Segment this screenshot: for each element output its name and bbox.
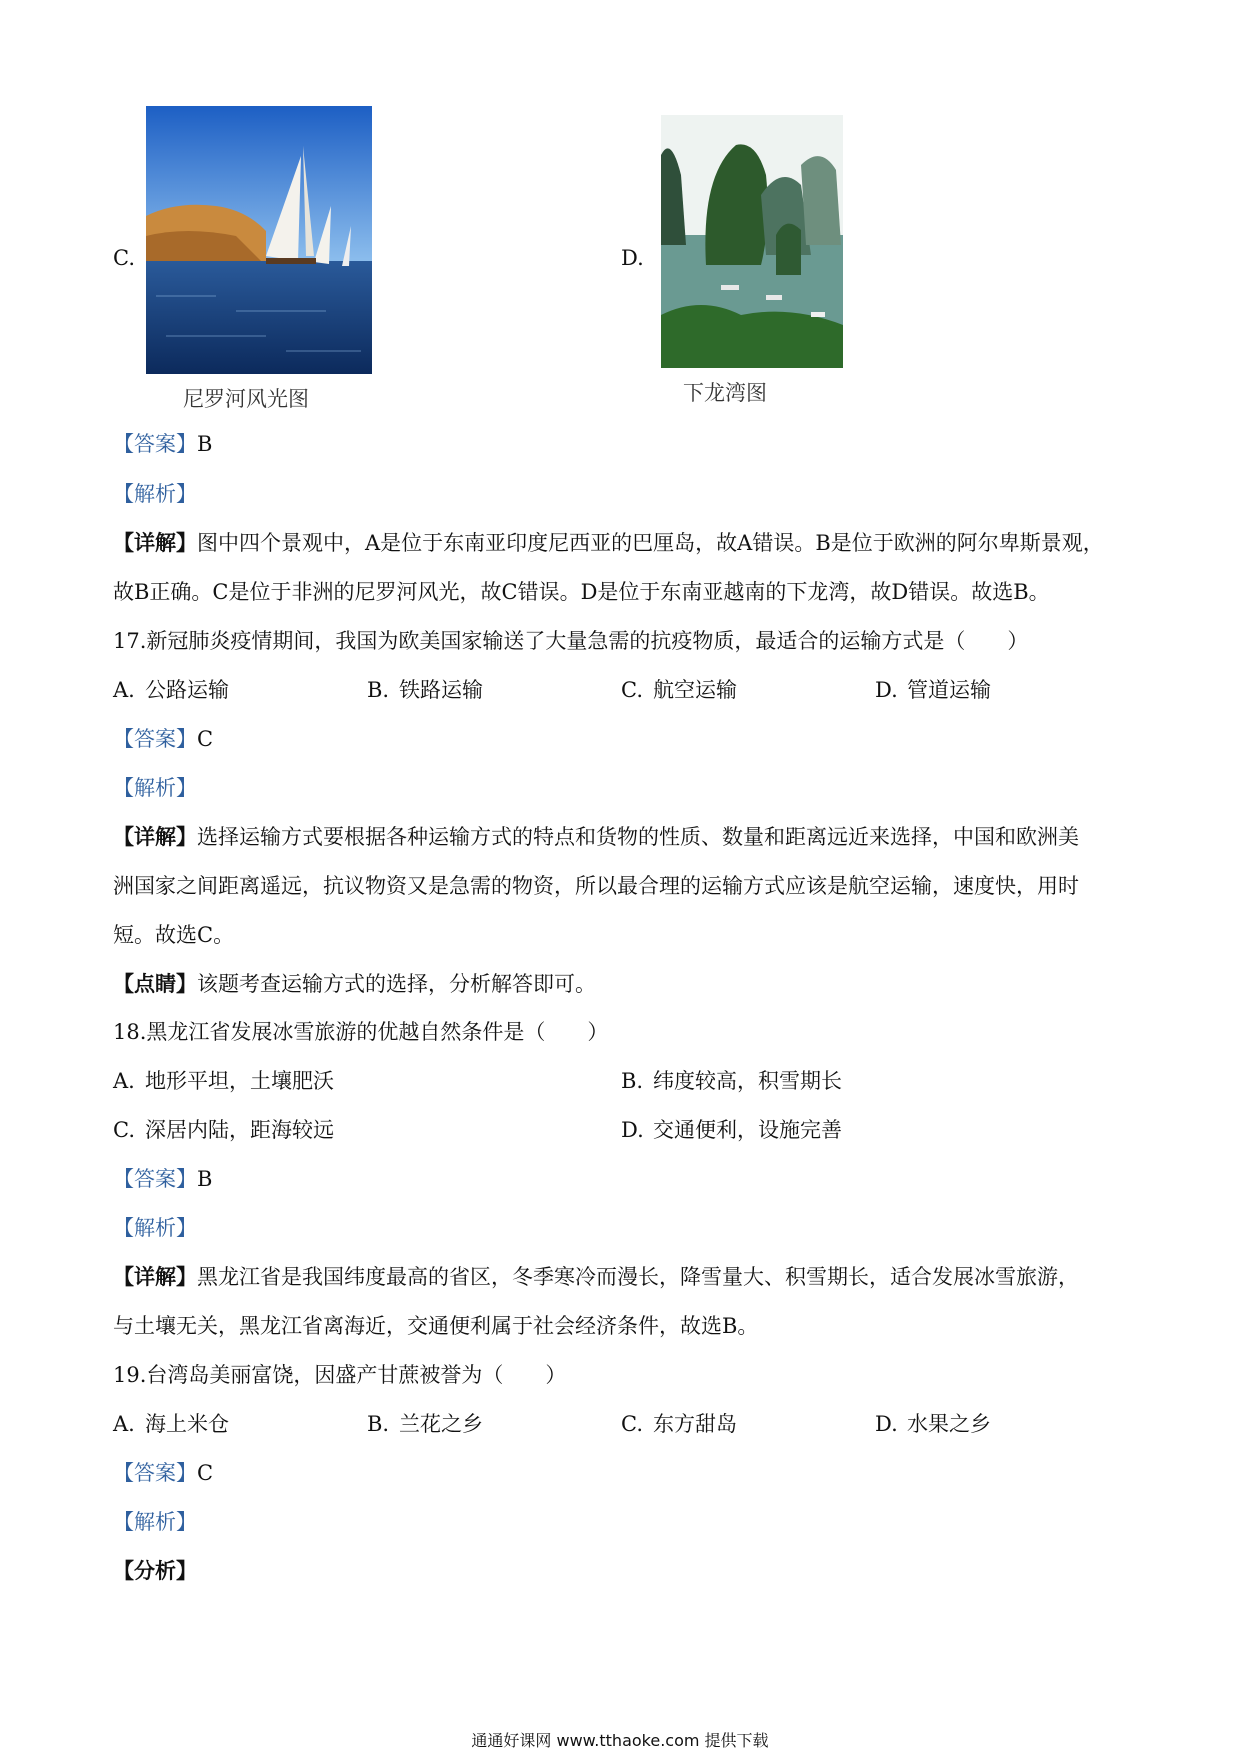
q18-option-c: C. 深居内陆，距海较远 — [113, 1118, 334, 1142]
q19-option-d: D. 水果之乡 — [875, 1412, 991, 1436]
q16-detail-line2: 故B正确。C是位于非洲的尼罗河风光，故C错误。D是位于东南亚越南的下龙湾，故D错误。故选B。 — [113, 580, 1050, 604]
q17-key-point: 【点睛】该题考查运输方式的选择，分析解答即可。 — [113, 971, 596, 996]
q17-option-a: A. 公路运输 — [113, 678, 229, 702]
nile-caption: 尼罗河风光图 — [183, 387, 309, 411]
footer-source: 通通好课网 www.tthaoke.com 提供下载 — [471, 1731, 769, 1750]
q19-option-a: A. 海上米仓 — [113, 1412, 229, 1436]
q19-stem: 19.台湾岛美丽富饶，因盛产甘蔗被誉为（ ） — [113, 1363, 567, 1387]
nile-sailboats-image — [146, 106, 372, 374]
q18-stem: 18.黑龙江省发展冰雪旅游的优越自然条件是（ ） — [113, 1020, 609, 1044]
q17-detail-line2: 洲国家之间距离遥远，抗议物资又是急需的物资，所以最合理的运输方式应该是航空运输，速度快，用时 — [113, 874, 1079, 898]
q17-answer: 【答案】C — [113, 727, 214, 751]
q18-detail-line1: 【详解】黑龙江省是我国纬度最高的省区，冬季寒冷而漫长，降雪量大、积雪期长，适合发展冰雪旅游， — [113, 1264, 1079, 1289]
q17-option-d: D. 管道运输 — [875, 678, 991, 702]
figure-d-label: D. — [621, 246, 644, 270]
q17-detail-line3: 短。故选C。 — [113, 923, 235, 947]
figure-c-label: C. — [113, 246, 135, 270]
q17-stem: 17.新冠肺炎疫情期间，我国为欧美国家输送了大量急需的抗疫物质，最适合的运输方式是（ ） — [113, 629, 1029, 653]
halong-karst-image — [661, 115, 843, 368]
halong-caption: 下龙湾图 — [683, 381, 767, 405]
q19-answer: 【答案】C — [113, 1461, 214, 1485]
q16-analysis-heading: 【解析】 — [113, 482, 197, 506]
q19-fenxi-heading: 【分析】 — [113, 1558, 197, 1583]
q17-option-c: C. 航空运输 — [621, 678, 737, 702]
q17-option-b: B. 铁路运输 — [367, 678, 483, 702]
q19-analysis-heading: 【解析】 — [113, 1510, 197, 1534]
nile-river-photo — [146, 106, 372, 374]
q16-detail-line1: 【详解】图中四个景观中，A是位于东南亚印度尼西亚的巴厘岛，故A错误。B是位于欧洲的阿尔卑斯景观， — [113, 530, 1104, 555]
q18-option-b: B. 纬度较高，积雪期长 — [621, 1069, 842, 1093]
q19-option-c: C. 东方甜岛 — [621, 1412, 737, 1436]
q18-detail-line2: 与土壤无关，黑龙江省离海近，交通便利属于社会经济条件，故选B。 — [113, 1314, 759, 1338]
halong-bay-photo — [661, 115, 843, 368]
q18-option-a: A. 地形平坦，土壤肥沃 — [113, 1069, 334, 1093]
q19-option-b: B. 兰花之乡 — [367, 1412, 483, 1436]
q18-option-d: D. 交通便利，设施完善 — [621, 1118, 842, 1142]
q17-detail-line1: 【详解】选择运输方式要根据各种运输方式的特点和货物的性质、数量和距离远近来选择，中国和欧洲美 — [113, 824, 1079, 849]
q17-analysis-heading: 【解析】 — [113, 776, 197, 800]
q16-answer: 【答案】B — [113, 432, 213, 456]
q18-analysis-heading: 【解析】 — [113, 1216, 197, 1240]
q18-answer: 【答案】B — [113, 1167, 213, 1191]
